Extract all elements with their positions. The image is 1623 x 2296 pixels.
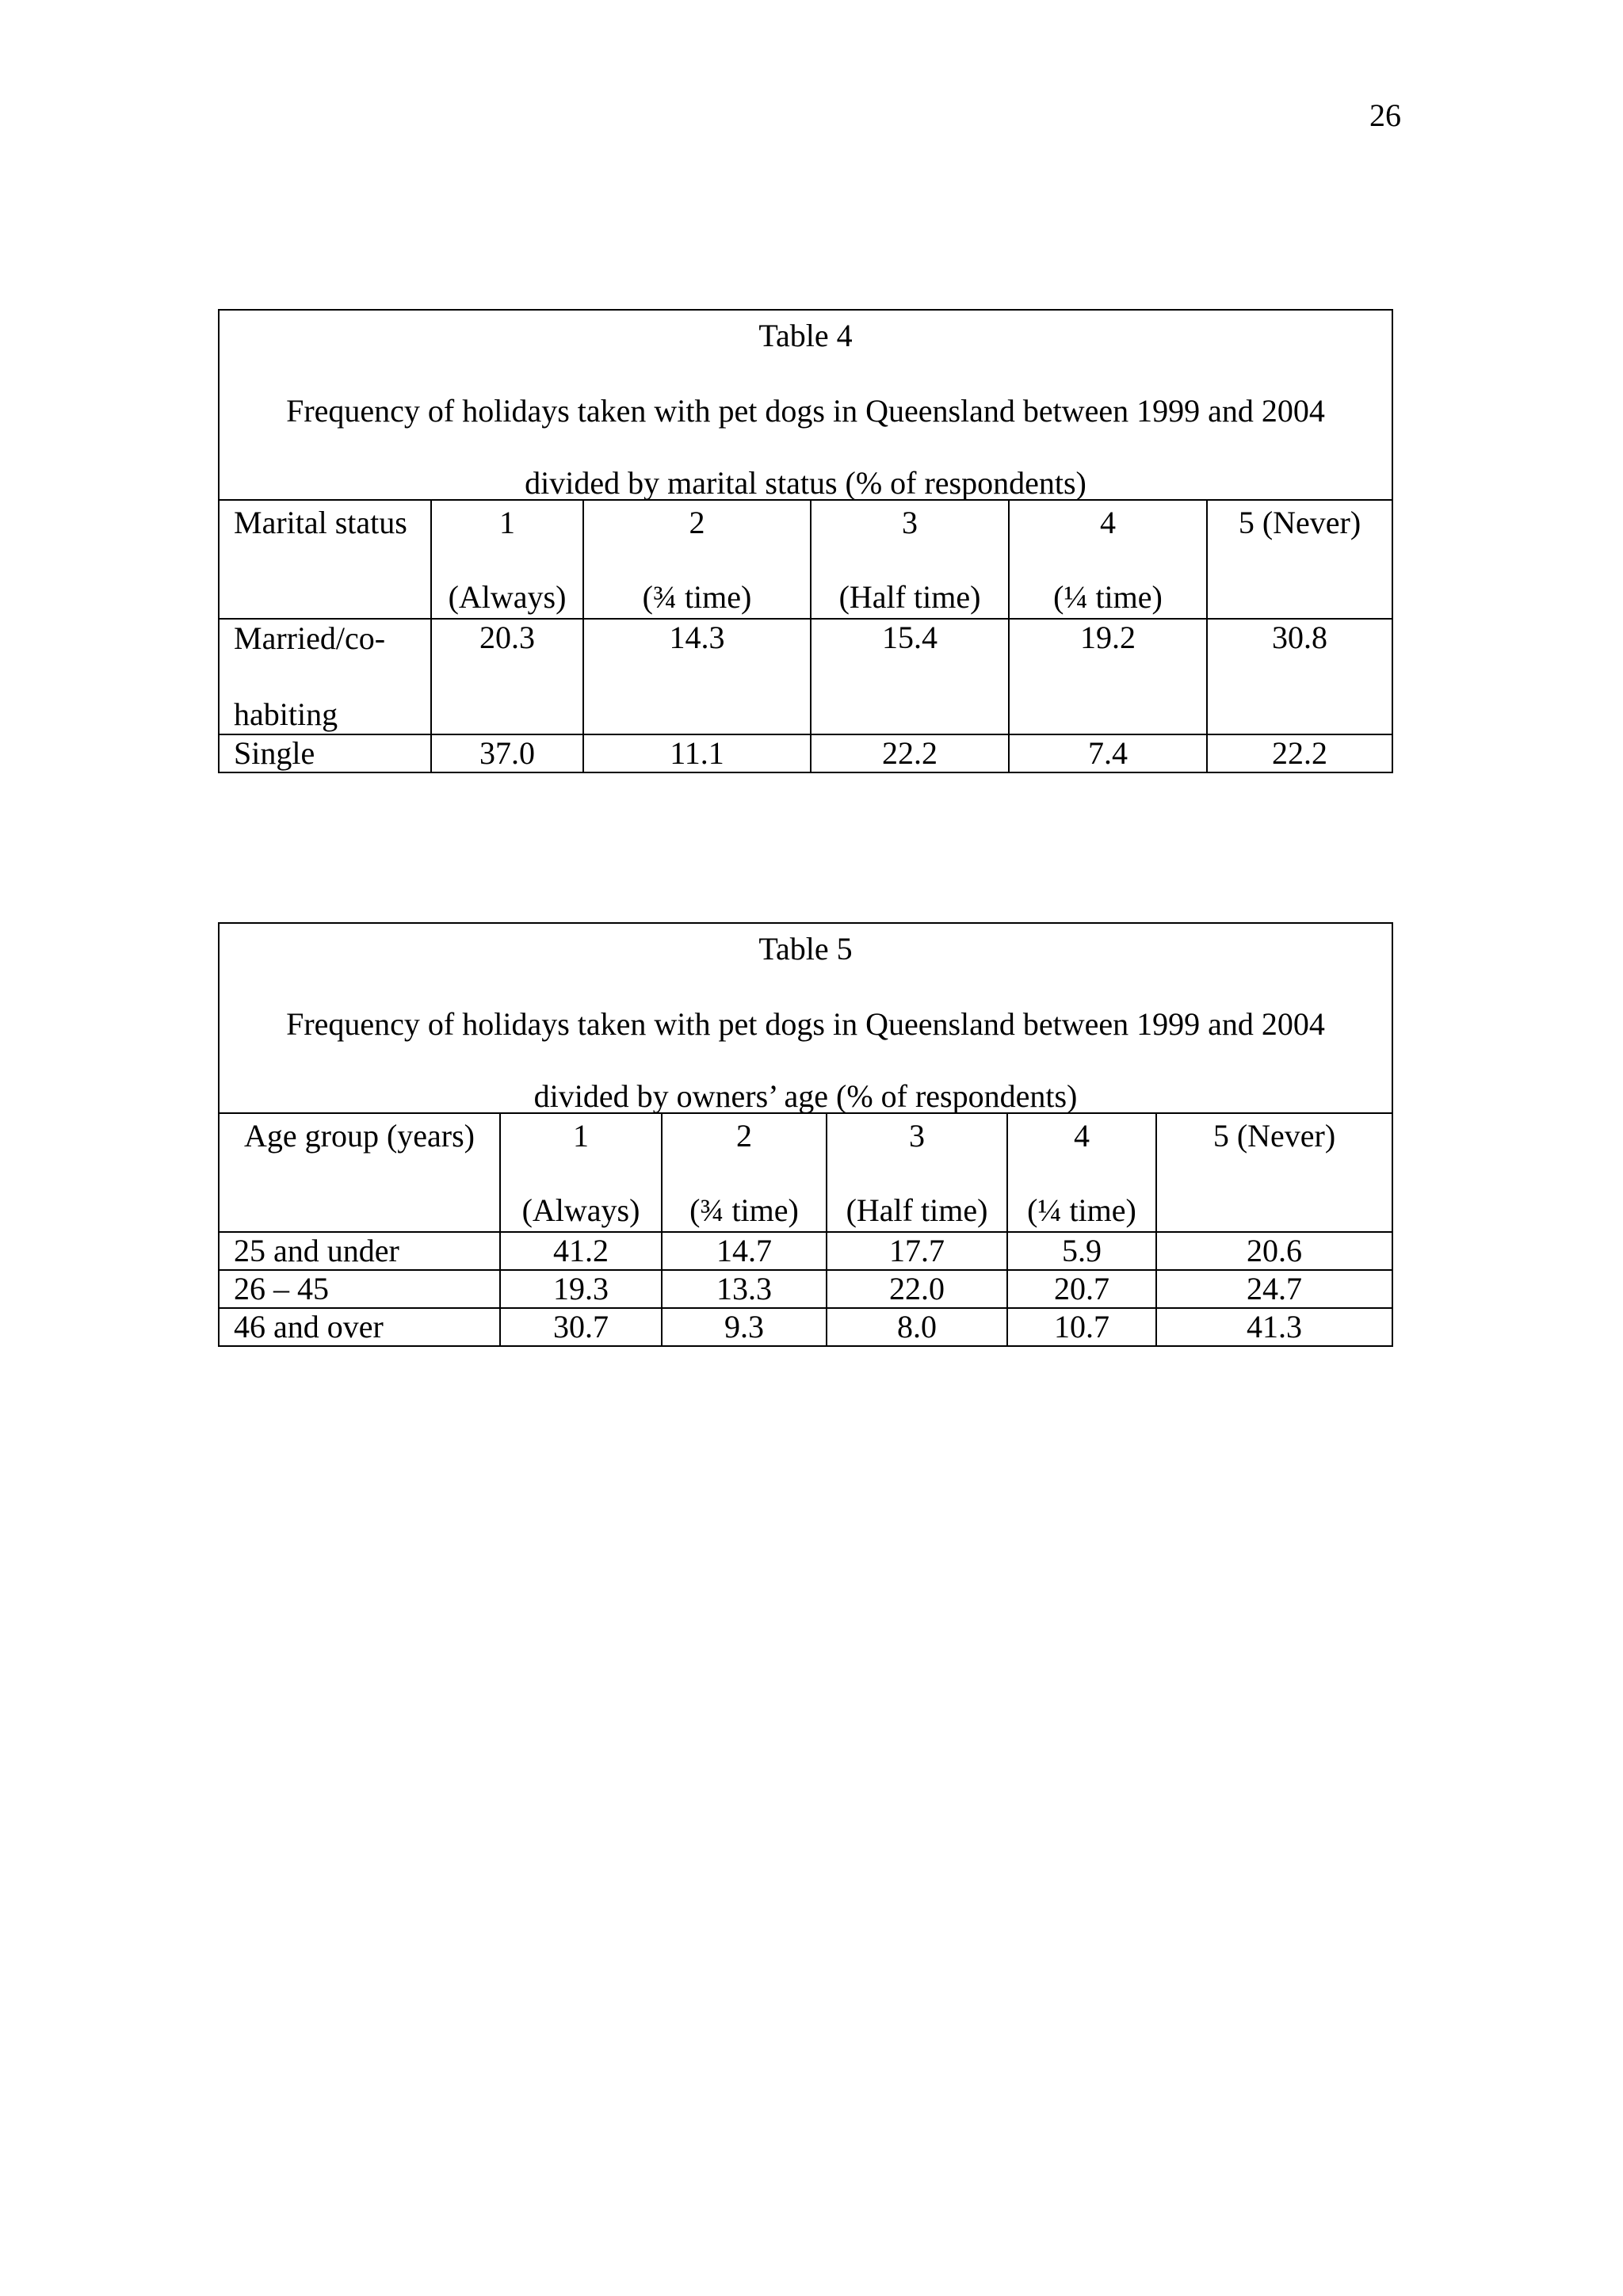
table-cell: 15.4 — [811, 619, 1009, 734]
table-cell: 13.3 — [662, 1270, 827, 1308]
row-label-line-1: Married/co- — [234, 620, 386, 656]
table-cell: 30.8 — [1207, 619, 1392, 734]
column-header-number: 4 — [1074, 1118, 1090, 1154]
table-cell: 11.1 — [583, 734, 811, 772]
column-header-number: 3 — [902, 505, 918, 540]
column-header-frequency: (¼ time) — [1053, 579, 1163, 615]
table-cell: 41.3 — [1156, 1308, 1392, 1346]
table-description-line-1: Frequency of holidays taken with pet dogs in Queensland between 1999 and 2004 — [286, 1006, 1325, 1042]
table-caption-row — [219, 923, 1392, 1113]
column-header-number: 5 (Never) — [1212, 1118, 1336, 1154]
column-header-1 — [431, 500, 583, 619]
table-description-line-1: Frequency of holidays taken with pet dogs in Queensland between 1999 and 2004 — [286, 393, 1325, 429]
table-caption — [219, 923, 1392, 1113]
row-label: Single — [219, 734, 431, 772]
table-cell: 22.2 — [1207, 734, 1392, 772]
column-header-3 — [811, 500, 1009, 619]
row-label: 46 and over — [219, 1308, 500, 1346]
column-header-number: 4 — [1100, 505, 1116, 540]
table-caption — [219, 310, 1392, 500]
column-header-4 — [1009, 500, 1207, 619]
table-cell: 5.9 — [1007, 1232, 1156, 1270]
table-row — [219, 1270, 1392, 1308]
table-4-marital-status — [218, 309, 1393, 773]
table-description-line-2: divided by owners’ age (% of respondents) — [533, 1078, 1078, 1114]
table-5-owners-age — [218, 922, 1393, 1347]
column-header-number: 5 (Never) — [1238, 505, 1361, 540]
table-cell: 7.4 — [1009, 734, 1207, 772]
table-caption-row — [219, 310, 1392, 500]
column-header-frequency: (¼ time) — [1027, 1192, 1136, 1228]
column-header-frequency: (¾ time) — [642, 579, 752, 615]
column-header-number: 3 — [909, 1118, 925, 1154]
column-header-number: 1 — [573, 1118, 589, 1154]
table-cell: 10.7 — [1007, 1308, 1156, 1346]
table-row — [219, 1308, 1392, 1346]
table-cell: 20.7 — [1007, 1270, 1156, 1308]
table-cell: 17.7 — [827, 1232, 1007, 1270]
row-header-label: Marital status — [219, 500, 431, 619]
table-title: Table 5 — [758, 931, 853, 967]
table-cell: 22.2 — [811, 734, 1009, 772]
row-label — [219, 619, 431, 734]
column-header-5 — [1156, 1113, 1392, 1232]
table-cell: 19.3 — [500, 1270, 662, 1308]
column-header-number: 1 — [499, 505, 515, 540]
table-cell: 24.7 — [1156, 1270, 1392, 1308]
column-header-2 — [662, 1113, 827, 1232]
column-header-1 — [500, 1113, 662, 1232]
table-cell: 30.7 — [500, 1308, 662, 1346]
column-header-frequency: (Half time) — [846, 1192, 988, 1228]
table-header-row — [219, 1113, 1392, 1232]
table-cell: 20.6 — [1156, 1232, 1392, 1270]
row-label: 25 and under — [219, 1232, 500, 1270]
table-cell: 14.7 — [662, 1232, 827, 1270]
table-title: Table 4 — [758, 318, 853, 353]
table-cell: 22.0 — [827, 1270, 1007, 1308]
column-header-3 — [827, 1113, 1007, 1232]
table-cell: 14.3 — [583, 619, 811, 734]
table-cell: 20.3 — [431, 619, 583, 734]
table-header-row — [219, 500, 1392, 619]
column-header-frequency: (¾ time) — [689, 1192, 799, 1228]
table-cell: 41.2 — [500, 1232, 662, 1270]
column-header-5 — [1207, 500, 1392, 619]
table-cell: 37.0 — [431, 734, 583, 772]
row-header-label: Age group (years) — [219, 1113, 500, 1232]
row-label-line-2: habiting — [234, 696, 338, 732]
table-cell: 19.2 — [1009, 619, 1207, 734]
page-number: 26 — [1369, 97, 1401, 133]
column-header-frequency: (Always) — [448, 579, 567, 615]
column-header-4 — [1007, 1113, 1156, 1232]
table-row — [219, 1232, 1392, 1270]
table-row — [219, 734, 1392, 772]
column-header-number: 2 — [736, 1118, 752, 1154]
table-cell: 8.0 — [827, 1308, 1007, 1346]
table-cell: 9.3 — [662, 1308, 827, 1346]
column-header-frequency: (Half time) — [838, 579, 981, 615]
table-row — [219, 619, 1392, 734]
table-description-line-2: divided by marital status (% of respondents) — [525, 465, 1086, 501]
column-header-2 — [583, 500, 811, 619]
row-label: 26 – 45 — [219, 1270, 500, 1308]
column-header-frequency: (Always) — [521, 1192, 640, 1228]
column-header-number: 2 — [689, 505, 705, 540]
